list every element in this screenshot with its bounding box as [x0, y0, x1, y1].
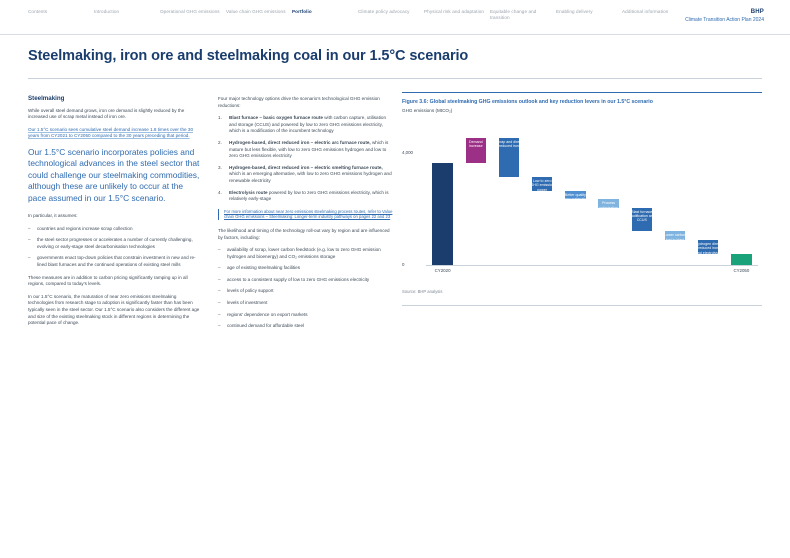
- title-divider: [28, 78, 762, 79]
- nav-item-introduction[interactable]: Introduction: [94, 9, 120, 14]
- column-middle: [218, 96, 393, 336]
- option-text: powered by low to zero GHG emissions electricity, which is relatively early-stage: [229, 189, 389, 202]
- nav-items: [28, 9, 688, 21]
- list-item: – levels of policy support: [218, 288, 393, 295]
- chart-bar-label: Process optimisation: [598, 201, 619, 210]
- list-item: – regions’ dependence on export markets: [218, 312, 393, 319]
- nav-item-additional-information[interactable]: Additional information: [622, 9, 669, 14]
- option-text: which is mature but less flexible, with low to zero GHG emissions hydrogen and low to zero GHG emissions electricity: [229, 139, 389, 159]
- list-item: [218, 165, 393, 185]
- x-axis-tick-label: CY2050: [733, 268, 750, 273]
- waterfall-chart: [402, 121, 762, 281]
- nav-item-contents[interactable]: Contents: [28, 9, 48, 14]
- paragraph-carbon-pricing: These measures are in addition to carbon pricing significantly ramping up in all regions, compared to today’s levels.: [28, 274, 188, 287]
- list-item: [218, 140, 393, 160]
- paragraph-assumptions-intro: In particular, it assumes:: [28, 213, 78, 218]
- figure-units: GHG emissions (MtCO₂): [402, 108, 453, 113]
- x-axis-tick-label: CY2020: [434, 268, 451, 273]
- cross-reference-link[interactable]: For more information about near zero emissions steelmaking process routes, refer to Value chain GHG emissions – Steelmaking: Longer-term industry pathways on pages 22 and 23: [224, 208, 393, 220]
- assumptions-list: [28, 226, 203, 269]
- pull-quote: Our 1.5°C scenario incorporates policies and technological advances in the steel sector that could challenge our steelmaking commodities, although these are unlikely to occur at the pace assumed in our 1.5°C scenario.: [28, 146, 200, 203]
- brand-name: BHP: [750, 9, 764, 15]
- chart-bar-label: Demand increase: [468, 139, 483, 148]
- option-title: Electrolysis route: [229, 189, 268, 195]
- paragraph-technology-intro: Four major technology options drive the scenario’s technological GHG emission reductions:: [218, 96, 380, 108]
- list-item: – continued demand for affordable steel: [218, 323, 393, 330]
- chart-bar-label: Scrap and direct reduced iron: [495, 139, 523, 148]
- list-item: – levels of investment: [218, 300, 393, 307]
- report-subtitle: Climate Transition Action Plan 2024: [685, 17, 764, 23]
- option-text: with carbon capture, utilisation and storage (CCUS) and powered by low to zero GHG emissions electricity, which is a modification of the incumbent technology: [229, 115, 387, 134]
- nav-item-value-chain-ghg-emissions[interactable]: Value chain GHG emissions: [226, 9, 286, 14]
- list-item: – age of existing steelmaking facilities: [218, 265, 393, 272]
- cross-reference-note[interactable]: [218, 209, 393, 220]
- nav-item-operational-ghg-emissions[interactable]: Operational GHG emissions: [160, 9, 220, 14]
- section-heading-steelmaking: Steelmaking: [28, 95, 65, 102]
- paragraph-likelihood: The likelihood and timing of the technology roll-out vary by region and are influenced by factors, including:: [218, 227, 390, 240]
- nav-item-physical-risk-and-adaptation[interactable]: Physical risk and adaptation: [424, 9, 484, 14]
- list-item: – the steel sector progresses or accelerates a number of currently challenging, evolving or early-stage steel decarbonisation technologies: [28, 237, 203, 250]
- list-item: – countries and regions increase scrap collection: [28, 226, 203, 233]
- chart-bar-label: Low to zero GHG emission power: [530, 178, 554, 192]
- chart-bar: [432, 163, 453, 265]
- chart-bar-label: Lower carbon fuel in blast furnace: [664, 233, 686, 247]
- technology-options-list: [218, 115, 393, 203]
- y-axis-tick-label: 0: [402, 262, 405, 267]
- factors-list: [218, 247, 393, 330]
- option-title: Hydrogen-based, direct reduced iron – electric smelting furnace route,: [229, 164, 383, 170]
- list-item: [218, 190, 393, 203]
- paragraph-steel-demand: While overall steel demand grows, iron ore demand is slightly reduced by the increased use of scrap metal instead of iron ore.: [28, 107, 185, 120]
- chart-bar-label: Blast furnace modification and CCUS: [628, 209, 655, 223]
- nav-item-enabling-delivery[interactable]: Enabling delivery: [556, 9, 593, 14]
- page-title: Steelmaking, iron ore and steelmaking coal in our 1.5°C scenario: [28, 48, 469, 64]
- list-item: – access to a consistent supply of low to zero GHG emissions electricity: [218, 277, 393, 284]
- list-item: – availability of scrap, lower carbon feedstock (e.g. low to zero GHG emission hydrogen and bioenergy) and CO₂ emissions storage: [218, 247, 393, 260]
- top-navigation: [0, 0, 790, 35]
- paragraph-scenario-link[interactable]: Our 1.5°C scenario sees cumulative steel demand increase 1.8 times over the 30 years from CY2021 to CY2050 compared to the 30 years preceding that period.: [28, 126, 193, 139]
- paragraph-maturation: In our 1.5°C scenario, the maturation of near zero emissions steelmaking technologies from research stage to adoption is significantly faster than has been typically seen in the steel sector. Our 1.5°C scenario also considers the different age and size of the existing steelmaking stock in different regions in determining the potential pace of change.: [28, 293, 200, 326]
- report-identity: [685, 9, 764, 23]
- chart-bar: [731, 254, 752, 265]
- list-item: [218, 115, 393, 135]
- list-item: – governments enact top-down policies that constrain investment in new and re-lined blast furnaces and the continued operations of existing steel mills: [28, 255, 203, 268]
- figure-source: Source: BHP analysis: [402, 289, 443, 294]
- nav-item-equitable-change-and-transition[interactable]: Equitable change and transition: [490, 9, 537, 20]
- x-axis-line: [426, 265, 758, 266]
- nav-item-portfolio[interactable]: Portfolio: [292, 9, 312, 14]
- chart-bar-label: Better quality raw materials: [564, 192, 587, 202]
- y-axis-tick-label: 4,000: [402, 150, 413, 155]
- chart-bar-label: Hydrogen direct reduced iron and electrolysis: [695, 241, 721, 255]
- option-title: Hydrogen-based, direct reduced iron – electric arc furnace route,: [229, 139, 371, 145]
- option-text: which is an emerging alternative, with low to zero GHG emissions hydrogen and renewable electricity: [229, 171, 392, 183]
- option-title: Blast furnace – basic oxygen furnace route: [229, 115, 323, 121]
- column-left: [28, 96, 203, 333]
- figure-panel: [402, 92, 762, 306]
- nav-item-climate-policy-advocacy[interactable]: Climate policy advocacy: [358, 9, 410, 14]
- figure-title: Figure 3.6: Global steelmaking GHG emissions outlook and key reduction levers in our 1.5°C scenario: [402, 99, 653, 105]
